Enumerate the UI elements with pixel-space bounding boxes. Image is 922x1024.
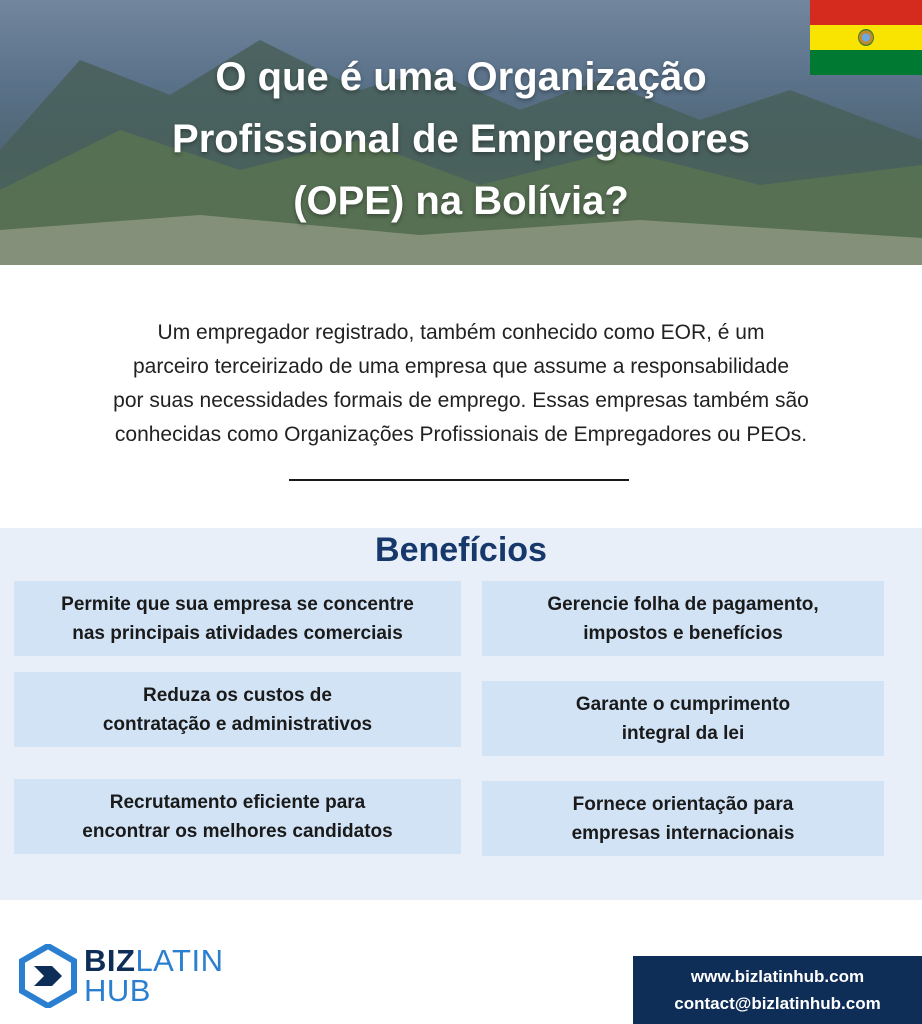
intro-line: por suas necessidades formais de emprego. Essas empresas também são	[113, 389, 809, 412]
flag-stripe-yellow	[810, 25, 922, 50]
email-link[interactable]: contact@bizlatinhub.com	[674, 994, 881, 1013]
benefit-card	[482, 581, 884, 656]
intro-line: conhecidas como Organizações Profissionais de Empregadores ou PEOs.	[114, 423, 808, 446]
benefit-text: Garante o cumprimento	[575, 693, 791, 715]
flag-stripe-red	[810, 0, 922, 25]
benefits-heading: Benefícios	[375, 531, 547, 569]
benefit-card	[482, 781, 884, 856]
benefit-text: Reduza os custos de	[142, 684, 332, 706]
title-line: O que é uma Organização	[215, 55, 707, 99]
benefit-text: integral da lei	[621, 722, 745, 744]
benefit-text: impostos e benefícios	[583, 622, 783, 644]
contact-box	[633, 956, 922, 1024]
benefit-text: contratação e administrativos	[102, 713, 373, 735]
benefit-card	[14, 779, 461, 854]
page-title	[60, 46, 862, 232]
benefit-card	[14, 672, 461, 747]
title-line: (OPE) na Bolívia?	[293, 179, 629, 223]
benefit-text: Gerencie folha de pagamento,	[547, 593, 819, 615]
intro-paragraph	[30, 316, 892, 452]
brand-latin: LATIN	[135, 943, 224, 978]
benefit-text: Fornece orientação para	[572, 793, 794, 815]
coat-of-arms-icon	[858, 29, 874, 46]
title-line: Profissional de Empregadores	[172, 117, 750, 161]
intro-line: parceiro terceirizado de uma empresa que assume a responsabilidade	[132, 355, 790, 378]
brand-wordmark	[84, 943, 224, 1008]
intro-line: Um empregador registrado, também conhecido como EOR, é um	[157, 321, 765, 344]
benefit-card	[14, 581, 461, 656]
section-divider	[289, 479, 629, 481]
website-link[interactable]: www.bizlatinhub.com	[690, 967, 865, 986]
flag-stripe-green	[810, 50, 922, 75]
benefit-text: encontrar os melhores candidatos	[82, 820, 393, 842]
biz-latin-hub-logo-icon	[18, 944, 78, 1008]
brand-biz: BIZ	[84, 943, 136, 978]
benefit-text: empresas internacionais	[571, 822, 795, 844]
hero-banner	[0, 0, 922, 265]
benefit-text: nas principais atividades comerciais	[72, 622, 403, 644]
brand-hub: HUB	[84, 973, 151, 1008]
benefit-text: Recrutamento eficiente para	[109, 791, 366, 813]
benefit-card	[482, 681, 884, 756]
benefit-text: Permite que sua empresa se concentre	[61, 593, 414, 615]
bolivia-flag-icon	[810, 0, 922, 75]
